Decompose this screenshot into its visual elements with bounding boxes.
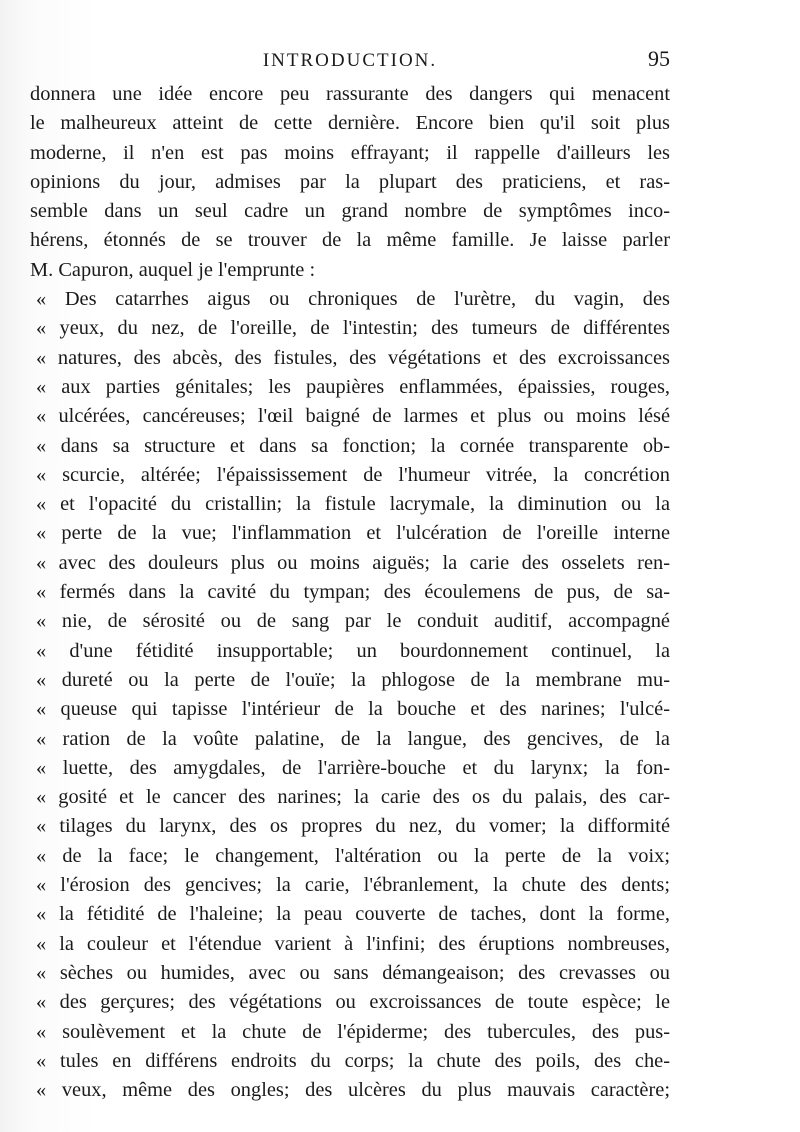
text-line: « ulcérées, cancéreuses; l'œil baigné de larmes et plus ou moins lésé [36,405,670,428]
text-line: « veux, même des ongles; des ulcères du plus mauvais caractère; [36,1079,670,1102]
text-line: « des gerçures; des végétations ou excroissances de toute espèce; le [36,991,670,1014]
text-line: semble dans un seul cadre un grand nombre de symptômes inco- [30,200,670,223]
text-line: « queuse qui tapisse l'intérieur de la bouche et des narines; l'ulcé- [36,698,670,721]
text-line: « yeux, du nez, de l'oreille, de l'intestin; des tumeurs de différentes [36,317,670,340]
text-line: « soulèvement et la chute de l'épiderme; des tubercules, des pus- [36,1020,670,1043]
running-header [30,46,670,76]
text-line: « perte de la vue; l'inflammation et l'ulcération de l'oreille interne [36,522,670,545]
text-line: moderne, il n'en est pas moins effrayant; il rappelle d'ailleurs les [30,141,670,164]
text-line: « l'érosion des gencives; la carie, l'ébranlement, la chute des dents; [36,874,670,897]
text-line: « dureté ou la perte de l'ouïe; la phlogose de la membrane mu- [36,668,670,691]
text-line: « aux parties génitales; les paupières enflammées, épaissies, rouges, [36,375,670,398]
text-line: « la fétidité de l'haleine; la peau couverte de taches, dont la forme, [36,903,670,926]
text-line: « nie, de sérosité ou de sang par le conduit auditif, accompagné [36,610,670,633]
text-line: « scurcie, altérée; l'épaississement de l'humeur vitrée, la concrétion [36,463,670,486]
text-line: « de la face; le changement, l'altération ou la perte de la voix; [36,844,670,867]
text-line: « d'une fétidité insupportable; un bourdonnement continuel, la [36,639,670,662]
text-line: « tilages du larynx, des os propres du nez, du vomer; la difformité [36,815,670,838]
text-line: « ration de la voûte palatine, de la langue, des gencives, de la [36,727,670,750]
text-line: le malheureux atteint de cette dernière. Encore bien qu'il soit plus [30,112,670,135]
text-line: M. Capuron, auquel je l'emprunte : [30,258,316,281]
text-line: « luette, des amygdales, de l'arrière-bouche et du larynx; la fon- [36,756,670,779]
text-line: « et l'opacité du cristallin; la fistule lacrymale, la diminution ou la [36,493,670,516]
text-line: « la couleur et l'étendue varient à l'infini; des éruptions nombreuses, [36,932,670,955]
text-line: hérens, étonnés de se trouver de la même famille. Je laisse parler [30,229,670,252]
text-line: « natures, des abcès, des fistules, des végétations et des excroissances [36,346,670,369]
text-line: « tules en différens endroits du corps; la chute des poils, des che- [36,1049,670,1072]
body-text [30,80,670,1105]
text-line: « dans sa structure et dans sa fonction; la cornée transparente ob- [36,434,670,457]
text-line: donnera une idée encore peu rassurante des dangers qui menacent [30,83,670,105]
text-line: « Des catarrhes aigus ou chroniques de l'urètre, du vagin, des [36,288,670,311]
chapter-title: INTRODUCTION. [262,50,438,71]
text-line: « avec des douleurs plus ou moins aiguës; la carie des osselets ren- [36,551,670,574]
text-line: « gosité et le cancer des narines; la carie des os du palais, des car- [36,786,670,809]
text-line: opinions du jour, admises par la plupart des praticiens, et ras- [30,170,670,193]
page-number: 95 [648,46,670,71]
text-line: « fermés dans la cavité du tympan; des écoulemens de pus, de sa- [36,581,670,604]
text-line: « sèches ou humides, avec ou sans démangeaison; des crevasses ou [36,961,670,984]
